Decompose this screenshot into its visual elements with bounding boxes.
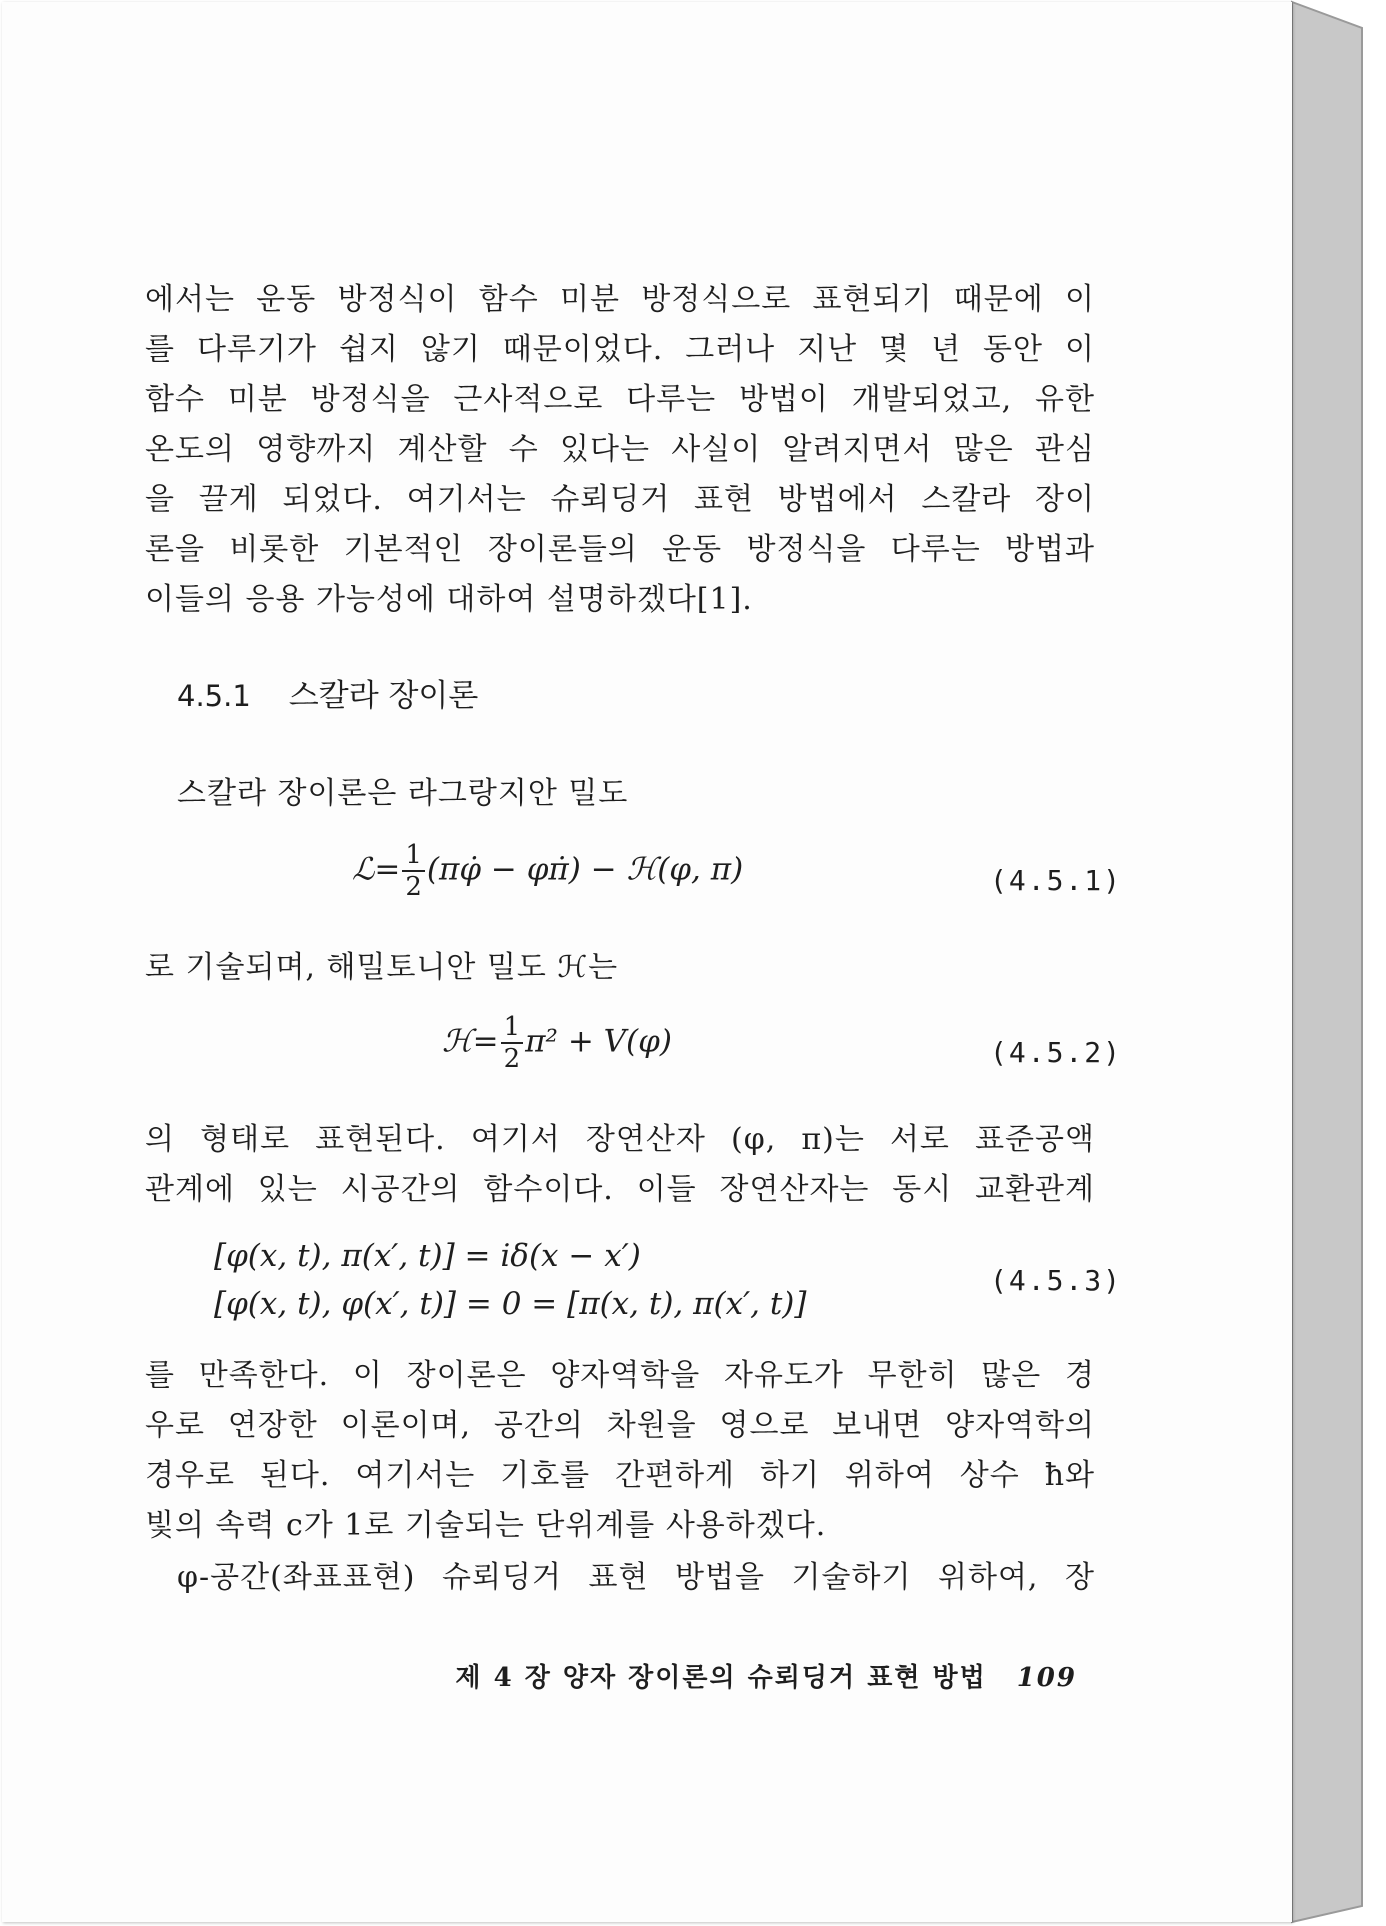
eq-rest: π² + V(φ) bbox=[525, 1023, 672, 1060]
body-line: 온도의 영향까지 계산할 수 있다는 사실이 알려지면서 많은 관심 bbox=[145, 432, 1095, 467]
section-title: 스칼라 장이론 bbox=[288, 678, 479, 714]
body-line: 로 기술되며, 해밀토니안 밀도 ℋ는 bbox=[145, 950, 619, 985]
body-line: 함수 미분 방정식을 근사적으로 다루는 방법이 개발되었고, 유한 bbox=[145, 382, 1095, 417]
intro-line: 스칼라 장이론은 라그랑지안 밀도 bbox=[177, 776, 629, 811]
fraction-denominator: 2 bbox=[503, 1044, 521, 1074]
equation-4-5-1 bbox=[352, 840, 743, 902]
page-number: 109 bbox=[1016, 1663, 1077, 1693]
fraction-denominator: 2 bbox=[405, 872, 422, 902]
section-number: 4.5.1 bbox=[177, 679, 251, 713]
eq-rest: (πφ̇ − φπ̇) − ℋ(φ, π) bbox=[426, 851, 744, 888]
equation-label: (4.5.2) bbox=[990, 1036, 1123, 1069]
equation-4-5-3-line1: [φ(x, t), π(x′, t)] = iδ(x − x′) bbox=[214, 1238, 641, 1274]
body-line: 의 형태로 표현된다. 여기서 장연산자 (φ, π)는 서로 표준공액 bbox=[145, 1122, 1095, 1157]
body-line: 에서는 운동 방정식이 함수 미분 방정식으로 표현되기 때문에 이 bbox=[145, 282, 1095, 317]
fraction-numerator: 1 bbox=[501, 1012, 524, 1044]
fraction-numerator: 1 bbox=[402, 840, 425, 872]
body-line: 관계에 있는 시공간의 함수이다. 이들 장연산자는 동시 교환관계 bbox=[145, 1172, 1095, 1207]
body-line: 을 끌게 되었다. 여기서는 슈뢰딩거 표현 방법에서 스칼라 장이 bbox=[145, 482, 1095, 517]
body-line: 를 다루기가 쉽지 않기 때문이었다. 그러나 지난 몇 년 동안 이 bbox=[145, 332, 1095, 367]
body-line: φ-공간(좌표표현) 슈뢰딩거 표현 방법을 기술하기 위하여, 장 bbox=[177, 1560, 1095, 1595]
book-page bbox=[2, 2, 1292, 1922]
fraction bbox=[501, 1012, 524, 1074]
body-line: 경우로 된다. 여기서는 기호를 간편하게 하기 위하여 상수 ħ와 bbox=[145, 1458, 1095, 1493]
body-line: 이들의 응용 가능성에 대하여 설명하겠다[1]. bbox=[145, 582, 753, 617]
equation-label: (4.5.3) bbox=[990, 1264, 1123, 1297]
eq-lhs: ℋ= bbox=[442, 1023, 499, 1060]
equation-label: (4.5.1) bbox=[990, 864, 1123, 897]
body-line: 론을 비롯한 기본적인 장이론들의 운동 방정식을 다루는 방법과 bbox=[145, 532, 1095, 567]
equation-4-5-3-line2: [φ(x, t), φ(x′, t)] = 0 = [π(x, t), π(x′, t)] bbox=[214, 1286, 807, 1322]
section-heading bbox=[177, 670, 478, 715]
fraction bbox=[402, 840, 425, 902]
body-line: 우로 연장한 이론이며, 공간의 차원을 영으로 보내면 양자역학의 bbox=[145, 1408, 1095, 1443]
body-line: 를 만족한다. 이 장이론은 양자역학을 자유도가 무한히 많은 경 bbox=[145, 1358, 1095, 1393]
page-footer bbox=[455, 1657, 1077, 1694]
equation-4-5-2 bbox=[442, 1012, 672, 1074]
eq-lhs: ℒ= bbox=[352, 851, 401, 888]
running-head: 제 4 장 양자 장이론의 슈뢰딩거 표현 방법 bbox=[455, 1663, 987, 1693]
body-line: 빛의 속력 c가 1로 기술되는 단위계를 사용하겠다. bbox=[145, 1508, 827, 1543]
